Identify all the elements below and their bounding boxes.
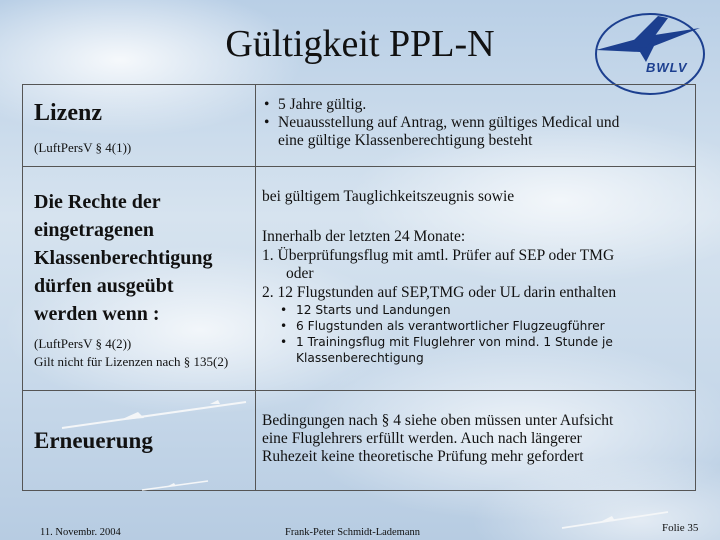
rights-heading-line: Klassenberechtigung (34, 247, 213, 269)
glider-icon (140, 478, 210, 492)
rights-heading-line: eingetragenen (34, 219, 154, 241)
slide-title: Gültigkeit PPL-N (225, 23, 495, 65)
rights-ref: (LuftPersV § 4(2)) (34, 336, 132, 351)
glider-icon (560, 508, 670, 532)
rights-heading-line: werden wenn : (34, 303, 160, 325)
subitem: • 1 Trainingsflug mit Fluglehrer von mind. 1 Stunde je (270, 334, 613, 350)
rights-heading-line: dürfen ausgeübt (34, 275, 174, 297)
rights-subitems (270, 302, 613, 366)
rights-item-2: 2. 12 Flugstunden auf SEP,TMG oder UL darin enthalten (262, 284, 617, 301)
row-divider (22, 390, 695, 391)
bullet-reissue: • Neuausstellung auf Antrag, wenn gültiges Medical und (262, 114, 619, 132)
glider-icon (60, 398, 250, 432)
renewal-line: Ruhezeit keine theoretische Prüfung mehr gefordert (262, 448, 584, 465)
logo-text: BWLV (646, 60, 688, 75)
subitem: • 12 Starts und Landungen (270, 302, 613, 318)
rights-note: Gilt nicht für Lizenzen nach § 135(2) (34, 354, 229, 369)
renewal-text (262, 412, 613, 466)
license-ref: (LuftPersV § 4(1)) (34, 140, 132, 155)
rights-item-1: 1. Überprüfungsflug mit amtl. Prüfer auf SEP oder TMG (262, 247, 615, 264)
rights-within: Innerhalb der letzten 24 Monate: (262, 228, 466, 245)
footer-author: Frank-Peter Schmidt-Lademann (285, 527, 421, 538)
bullet-validity: • 5 Jahre gültig. (262, 96, 619, 114)
footer-page: Folie 35 (662, 522, 699, 534)
renewal-line: Bedingungen nach § 4 siehe oben müssen unter Aufsicht (262, 412, 614, 429)
subitem: • 6 Flugstunden als verantwortlicher Flugzeugführer (270, 318, 613, 334)
license-conditions (262, 96, 619, 150)
rights-heading (34, 188, 213, 328)
license-heading: Lizenz (34, 100, 102, 126)
rights-item-1-cont: oder (286, 265, 314, 282)
renewal-heading: Erneuerung (34, 428, 153, 453)
bullet-reissue-cont: eine gültige Klassenberechtigung besteht (278, 132, 533, 149)
subitem-cont: Klassenberechtigung (296, 351, 424, 365)
rights-intro: bei gültigem Tauglichkeitszeugnis sowie (262, 188, 515, 205)
renewal-line: eine Fluglehrers erfüllt werden. Auch nach längerer (262, 430, 582, 447)
rights-heading-line: Die Rechte der (34, 191, 161, 213)
row-divider (22, 166, 695, 167)
footer-date: 11. Novembr. 2004 (40, 527, 121, 538)
table-divider (255, 84, 256, 490)
